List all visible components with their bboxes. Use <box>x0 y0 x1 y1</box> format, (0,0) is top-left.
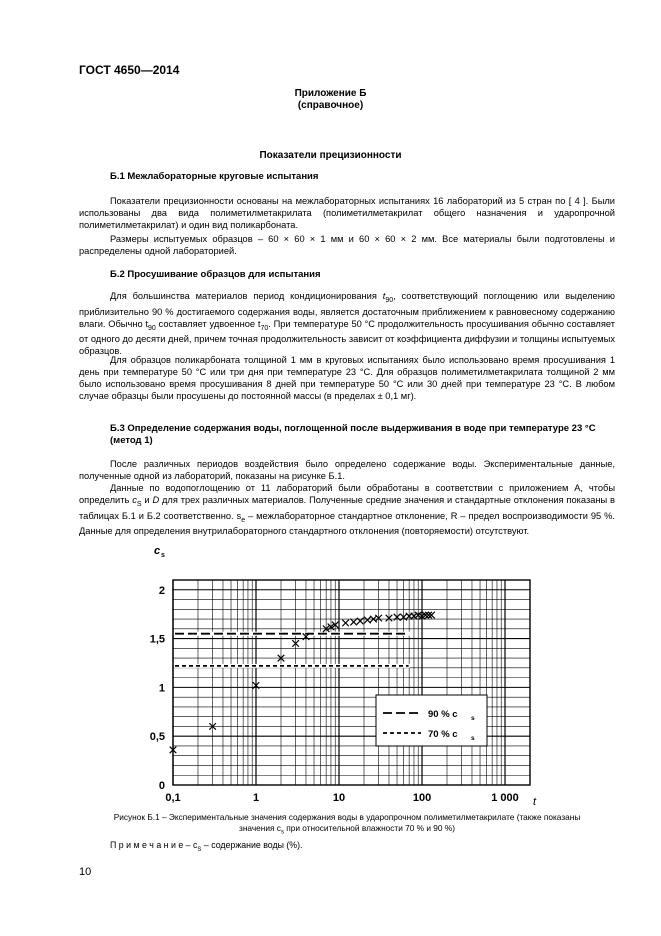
figure-note: П р и м е ч а н и е – $c_S$ – содержание воды (%). <box>110 840 303 853</box>
x-tick-label: 10 <box>332 792 346 804</box>
chart-reference-lines <box>174 632 410 668</box>
y-tick-label: 2 <box>158 584 165 597</box>
legend-90-label-sub: s <box>471 715 475 722</box>
plot-frame <box>173 580 530 785</box>
annex-subtitle: (справочное) <box>297 100 364 111</box>
legend-70-label: 70 % c <box>428 729 458 740</box>
y-tick-label: 1 <box>158 682 165 695</box>
data-point <box>342 620 349 627</box>
y-axis-label: c <box>154 545 161 557</box>
section-b3-para1: После различных периодов воздействия было определено содержание воды. Экспериментальные данные, полученные одной из лабораторий, показаны на рисунке Б.1. <box>79 459 615 481</box>
y-tick-label: 0,5 <box>149 731 165 744</box>
figure-caption: Рисунок Б.1 – Экспериментальные значения содержания воды в ударопрочном полиметилметакрилате (также показаны значения $c_s$ при относительной влажности 70 % и 90 %) <box>113 812 581 836</box>
chart-legend <box>376 695 487 746</box>
x-tick-label: 0,1 <box>165 792 181 804</box>
section-b3-para2: Данные по водопоглощению от 11 лабораторий были обработаны в соответствии с приложением А, чтобы определить $c_S$ и D для трех различных материалов. Полученные средние значения и стандартные отклонения показаны в таблицах Б.1 и Б.2 соответственно. $s_e$ – межлабораторное стандартное отклонение, R – предел воспроизводимости 95 %. Данные для определения внутрилабораторного стандартного отклонения (повторяемости) отсутствуют. <box>79 483 616 537</box>
legend-90-label: 90 % c <box>428 709 458 720</box>
section-b2-para2: Для образцов поликарбоната толщиной 1 мм в круговых испытаниях было использовано время просушивания 1 день при температуре 50 °С или три дня при температуре 23 °С. Для образцов полиметилметакрилата толщиной 2 мм было использовано время просушивания 8 дней при температуре 50 °С или 30 дней при температуре 23 °С. В любом случае образцы были просушены до постоянной массы (в пределах ± 0,1 мг). <box>79 355 615 401</box>
section-b3-heading: Б.3 Определение содержания воды, поглощенной после выдерживания в воде при температуре 23 °С (метод 1) <box>110 423 596 446</box>
x-axis-label: t <box>533 796 537 808</box>
chart-tick-labels <box>150 585 519 804</box>
chart-grid <box>173 580 530 785</box>
section-b2-para1: Для большинства материалов период кондиционирования $t_{90}$, соответствующий поглощению или выделению приблизительно 90 % достигаемого содержания воды, является достаточным приближением к равновесному содержанию влаги. Обычно $t_{90}$ составляет удвоенное $t_{70}$. При температуре 50 °С продолжительность просушивания обычно составляет от одного до десяти дней, причем точная продолжительность зависит от коэффициента диффузии и толщины испытуемых образцов. <box>79 291 616 357</box>
page-title: Показатели прецизионности <box>259 150 402 161</box>
water-content-chart <box>130 540 540 810</box>
section-b1-para1: Показатели прецизионности основаны на межлабораторных испытаниях 16 лабораторий из 5 стран по [ 4 ]. Были использованы два вида полиметилметакрилата (полиметилметакрилат общего назначения и ударопрочной полиметилметакрилат) и один вид поликарбоната. <box>79 196 615 230</box>
annex-title: Приложение Б <box>294 88 367 99</box>
section-b1-para2: Размеры испытуемых образцов – 60 × 60 × 1 мм и 60 × 60 × 2 мм. Все материалы были подготовлены и распределены одной лабораторией. <box>79 234 615 256</box>
y-tick-label: 1,5 <box>149 633 165 646</box>
legend-70-label-sub: s <box>471 735 475 742</box>
x-tick-label: 100 <box>412 792 432 804</box>
x-tick-label: 1 000 <box>491 792 519 804</box>
data-point <box>350 619 357 626</box>
y-tick-label: 0 <box>158 780 165 792</box>
document-header: ГОСТ 4650—2014 <box>79 63 180 77</box>
y-axis-label-sub: s <box>161 552 165 559</box>
data-point <box>364 617 371 624</box>
data-point <box>357 618 364 625</box>
section-b1-heading: Б.1 Межлабораторные круговые испытания <box>110 171 319 182</box>
page-number: 10 <box>79 866 92 878</box>
x-tick-label: 1 <box>252 792 260 804</box>
section-b2-heading: Б.2 Просушивание образцов для испытания <box>110 269 321 280</box>
